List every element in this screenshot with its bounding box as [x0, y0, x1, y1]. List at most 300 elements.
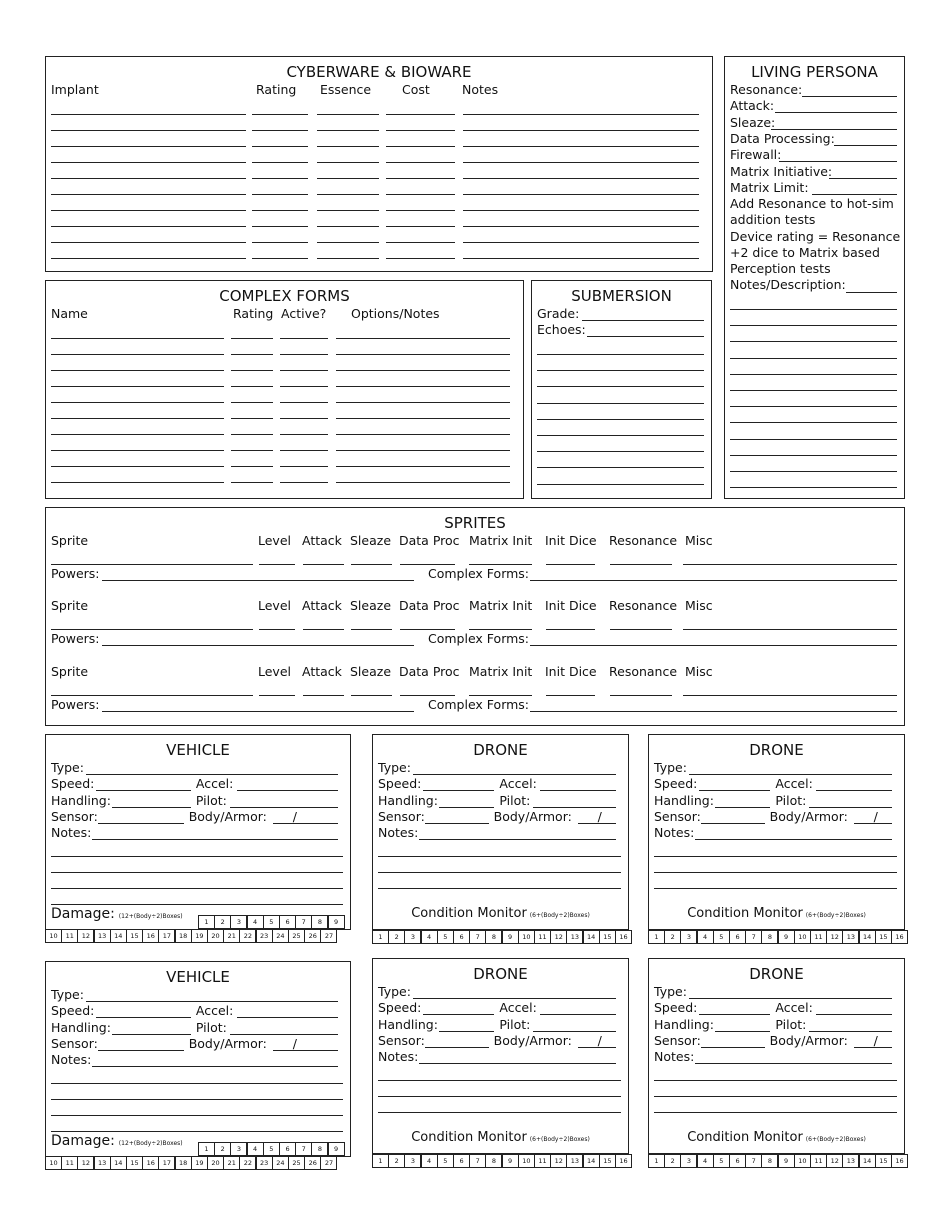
damage-box[interactable]: 17	[158, 1156, 175, 1170]
damage-box[interactable]: 8	[311, 915, 328, 929]
vehicle-notes-line[interactable]	[51, 1083, 343, 1084]
drone-speed-field[interactable]	[423, 1014, 494, 1015]
damage-box[interactable]: 26	[304, 1156, 321, 1170]
vehicle-notes-line[interactable]	[51, 856, 343, 857]
damage-box[interactable]: 14	[110, 929, 127, 943]
persona-notes-line[interactable]	[730, 358, 897, 359]
drone-pilot-field[interactable]	[533, 807, 616, 808]
vehicle-accel-field[interactable]	[237, 790, 338, 791]
condition-box[interactable]: 2	[664, 1154, 681, 1168]
sprite-stat-field[interactable]	[303, 695, 344, 696]
complex-form-row-field[interactable]	[231, 354, 273, 355]
condition-box[interactable]: 15	[875, 930, 892, 944]
condition-box[interactable]: 9	[778, 1154, 795, 1168]
sprite-stat-field[interactable]	[546, 629, 595, 630]
drone-notes-line[interactable]	[378, 1096, 621, 1097]
vehicle-notes-line[interactable]	[51, 1115, 343, 1116]
drone-type-field[interactable]	[689, 998, 892, 999]
sprite-stat-field[interactable]	[51, 564, 253, 565]
sprite-powers-field[interactable]	[102, 580, 414, 581]
condition-box[interactable]: 2	[388, 930, 405, 944]
drone-notes-line[interactable]	[654, 888, 897, 889]
cyberware-row-field[interactable]	[317, 194, 379, 195]
cyberware-row-field[interactable]	[386, 242, 455, 243]
complex-form-row-field[interactable]	[336, 370, 510, 371]
vehicle-notes-line[interactable]	[51, 1099, 343, 1100]
drone-handling-field[interactable]	[439, 1031, 494, 1032]
sprite-stat-field[interactable]	[546, 695, 595, 696]
damage-box[interactable]: 1	[198, 915, 215, 929]
drone-speed-field[interactable]	[699, 790, 770, 791]
persona-field-input[interactable]	[829, 178, 897, 179]
condition-box[interactable]: 16	[615, 1154, 632, 1168]
condition-box[interactable]: 8	[761, 1154, 778, 1168]
damage-box[interactable]: 18	[175, 1156, 192, 1170]
sprite-stat-field[interactable]	[469, 695, 532, 696]
condition-box[interactable]: 1	[372, 1154, 389, 1168]
complex-form-row-field[interactable]	[336, 354, 510, 355]
vehicle-handling-field[interactable]	[112, 807, 191, 808]
condition-box[interactable]: 12	[550, 1154, 567, 1168]
cyberware-row-field[interactable]	[386, 178, 455, 179]
condition-box[interactable]: 6	[453, 1154, 470, 1168]
damage-box[interactable]: 2	[214, 1142, 231, 1156]
condition-box[interactable]: 8	[761, 930, 778, 944]
submersion-line[interactable]	[537, 354, 704, 355]
cyberware-row-field[interactable]	[463, 226, 699, 227]
complex-form-row-field[interactable]	[280, 450, 328, 451]
sprite-stat-field[interactable]	[610, 629, 672, 630]
cyberware-row-field[interactable]	[463, 162, 699, 163]
drone-notes-field[interactable]	[695, 1063, 892, 1064]
sprite-stat-field[interactable]	[351, 629, 392, 630]
condition-box[interactable]: 6	[453, 930, 470, 944]
drone-pilot-field[interactable]	[809, 1031, 892, 1032]
sprite-stat-field[interactable]	[400, 629, 455, 630]
persona-notes-line[interactable]	[730, 487, 897, 488]
damage-box[interactable]: 27	[320, 929, 337, 943]
cyberware-row-field[interactable]	[252, 210, 308, 211]
drone-accel-field[interactable]	[816, 1014, 892, 1015]
drone-notes-field[interactable]	[695, 839, 892, 840]
sprite-stat-field[interactable]	[610, 695, 672, 696]
damage-box[interactable]: 7	[295, 915, 312, 929]
damage-box[interactable]: 16	[142, 929, 159, 943]
damage-box[interactable]: 24	[272, 1156, 289, 1170]
damage-box[interactable]: 10	[45, 929, 62, 943]
condition-box[interactable]: 13	[566, 1154, 583, 1168]
sprite-stat-field[interactable]	[259, 695, 295, 696]
condition-box[interactable]: 5	[713, 1154, 730, 1168]
drone-pilot-field[interactable]	[533, 1031, 616, 1032]
complex-form-row-field[interactable]	[51, 402, 224, 403]
sprite-stat-field[interactable]	[469, 629, 532, 630]
drone-notes-line[interactable]	[654, 1112, 897, 1113]
condition-box[interactable]: 14	[583, 1154, 600, 1168]
cyberware-row-field[interactable]	[51, 162, 246, 163]
cyberware-row-field[interactable]	[386, 226, 455, 227]
condition-box[interactable]: 12	[826, 1154, 843, 1168]
damage-box[interactable]: 21	[223, 929, 240, 943]
persona-notes-line[interactable]	[730, 374, 897, 375]
damage-box[interactable]: 16	[142, 1156, 159, 1170]
condition-box[interactable]: 9	[778, 930, 795, 944]
complex-form-row-field[interactable]	[280, 418, 328, 419]
condition-box[interactable]: 13	[566, 930, 583, 944]
drone-notes-line[interactable]	[378, 1080, 621, 1081]
condition-box[interactable]: 4	[697, 930, 714, 944]
complex-form-row-field[interactable]	[51, 386, 224, 387]
vehicle-pilot-field[interactable]	[230, 1034, 338, 1035]
complex-form-row-field[interactable]	[231, 418, 273, 419]
persona-notes-line[interactable]	[730, 471, 897, 472]
condition-box[interactable]: 14	[859, 930, 876, 944]
complex-form-row-field[interactable]	[336, 418, 510, 419]
condition-box[interactable]: 10	[518, 1154, 535, 1168]
cyberware-row-field[interactable]	[51, 194, 246, 195]
cyberware-row-field[interactable]	[252, 194, 308, 195]
cyberware-row-field[interactable]	[51, 146, 246, 147]
condition-box[interactable]: 10	[518, 930, 535, 944]
damage-box[interactable]: 3	[230, 1142, 247, 1156]
condition-box[interactable]: 12	[550, 930, 567, 944]
drone-sensor-field[interactable]	[701, 823, 765, 824]
complex-form-row-field[interactable]	[231, 466, 273, 467]
complex-form-row-field[interactable]	[280, 354, 328, 355]
cyberware-row-field[interactable]	[463, 146, 699, 147]
complex-form-row-field[interactable]	[336, 402, 510, 403]
complex-form-row-field[interactable]	[231, 370, 273, 371]
sprite-powers-field[interactable]	[102, 711, 414, 712]
vehicle-notes-line[interactable]	[51, 872, 343, 873]
persona-notes-line[interactable]	[730, 439, 897, 440]
damage-box[interactable]: 11	[61, 1156, 78, 1170]
damage-box[interactable]: 23	[256, 929, 273, 943]
sprite-stat-field[interactable]	[400, 564, 455, 565]
damage-box[interactable]: 18	[175, 929, 192, 943]
cyberware-row-field[interactable]	[252, 162, 308, 163]
condition-box[interactable]: 8	[485, 930, 502, 944]
vehicle-type-field[interactable]	[86, 1001, 338, 1002]
persona-notes-line[interactable]	[730, 455, 897, 456]
damage-box[interactable]: 17	[158, 929, 175, 943]
condition-box[interactable]: 7	[469, 1154, 486, 1168]
condition-box[interactable]: 15	[599, 1154, 616, 1168]
cyberware-row-field[interactable]	[317, 226, 379, 227]
complex-form-row-field[interactable]	[336, 450, 510, 451]
cyberware-row-field[interactable]	[463, 258, 699, 259]
sprite-stat-field[interactable]	[683, 695, 897, 696]
cyberware-row-field[interactable]	[51, 226, 246, 227]
cyberware-row-field[interactable]	[317, 210, 379, 211]
sprite-stat-field[interactable]	[259, 629, 295, 630]
sprite-complex-forms-field[interactable]	[530, 645, 897, 646]
condition-box[interactable]: 4	[697, 1154, 714, 1168]
cyberware-row-field[interactable]	[317, 242, 379, 243]
complex-form-row-field[interactable]	[51, 354, 224, 355]
complex-form-row-field[interactable]	[280, 466, 328, 467]
cyberware-row-field[interactable]	[317, 146, 379, 147]
cyberware-row-field[interactable]	[252, 178, 308, 179]
persona-notes-line[interactable]	[730, 422, 897, 423]
condition-box[interactable]: 7	[745, 1154, 762, 1168]
damage-box[interactable]: 5	[263, 1142, 280, 1156]
sprite-stat-field[interactable]	[351, 695, 392, 696]
condition-box[interactable]: 12	[826, 930, 843, 944]
vehicle-pilot-field[interactable]	[230, 807, 338, 808]
condition-box[interactable]: 10	[794, 930, 811, 944]
cyberware-row-field[interactable]	[386, 146, 455, 147]
drone-accel-field[interactable]	[540, 1014, 616, 1015]
complex-form-row-field[interactable]	[280, 338, 328, 339]
sprite-stat-field[interactable]	[546, 564, 595, 565]
drone-sensor-field[interactable]	[701, 1047, 765, 1048]
condition-box[interactable]: 13	[842, 930, 859, 944]
damage-box[interactable]: 22	[239, 1156, 256, 1170]
damage-box[interactable]: 13	[94, 1156, 111, 1170]
sprite-stat-field[interactable]	[610, 564, 672, 565]
damage-box[interactable]: 20	[207, 929, 224, 943]
drone-type-field[interactable]	[413, 998, 616, 999]
condition-box[interactable]: 8	[485, 1154, 502, 1168]
sprite-stat-field[interactable]	[469, 564, 532, 565]
persona-field-input[interactable]	[775, 112, 897, 113]
damage-box[interactable]: 3	[230, 915, 247, 929]
persona-field-input[interactable]	[779, 161, 897, 162]
damage-box[interactable]: 8	[311, 1142, 328, 1156]
submersion-line[interactable]	[537, 435, 704, 436]
cyberware-row-field[interactable]	[51, 258, 246, 259]
damage-box[interactable]: 6	[279, 915, 296, 929]
complex-form-row-field[interactable]	[51, 466, 224, 467]
damage-box[interactable]: 6	[279, 1142, 296, 1156]
condition-box[interactable]: 2	[388, 1154, 405, 1168]
cyberware-row-field[interactable]	[386, 258, 455, 259]
sprite-stat-field[interactable]	[259, 564, 295, 565]
complex-form-row-field[interactable]	[280, 482, 328, 483]
echoes-field[interactable]	[587, 336, 704, 337]
condition-box[interactable]: 7	[745, 930, 762, 944]
complex-form-row-field[interactable]	[231, 434, 273, 435]
damage-box[interactable]: 2	[214, 915, 231, 929]
drone-notes-line[interactable]	[654, 1080, 897, 1081]
condition-box[interactable]: 2	[664, 930, 681, 944]
drone-pilot-field[interactable]	[809, 807, 892, 808]
condition-box[interactable]: 3	[680, 930, 697, 944]
condition-box[interactable]: 6	[729, 930, 746, 944]
damage-box[interactable]: 15	[126, 929, 143, 943]
cyberware-row-field[interactable]	[317, 178, 379, 179]
submersion-line[interactable]	[537, 403, 704, 404]
damage-box[interactable]: 4	[247, 915, 264, 929]
damage-box[interactable]: 22	[239, 929, 256, 943]
damage-box[interactable]: 5	[263, 915, 280, 929]
cyberware-row-field[interactable]	[386, 162, 455, 163]
cyberware-row-field[interactable]	[317, 162, 379, 163]
persona-notes-line[interactable]	[730, 390, 897, 391]
complex-form-row-field[interactable]	[51, 338, 224, 339]
damage-box[interactable]: 25	[288, 1156, 305, 1170]
complex-form-row-field[interactable]	[51, 450, 224, 451]
cyberware-row-field[interactable]	[317, 130, 379, 131]
cyberware-row-field[interactable]	[51, 130, 246, 131]
drone-notes-line[interactable]	[378, 1112, 621, 1113]
drone-handling-field[interactable]	[715, 807, 770, 808]
condition-box[interactable]: 11	[534, 930, 551, 944]
cyberware-row-field[interactable]	[463, 130, 699, 131]
condition-box[interactable]: 16	[891, 930, 908, 944]
grade-field[interactable]	[582, 320, 704, 321]
submersion-line[interactable]	[537, 484, 704, 485]
condition-box[interactable]: 7	[469, 930, 486, 944]
condition-box[interactable]: 4	[421, 930, 438, 944]
complex-form-row-field[interactable]	[231, 386, 273, 387]
drone-type-field[interactable]	[689, 774, 892, 775]
complex-form-row-field[interactable]	[231, 482, 273, 483]
cyberware-row-field[interactable]	[51, 210, 246, 211]
condition-box[interactable]: 9	[502, 1154, 519, 1168]
drone-type-field[interactable]	[413, 774, 616, 775]
sprite-powers-field[interactable]	[102, 645, 414, 646]
persona-notes-line[interactable]	[730, 341, 897, 342]
condition-box[interactable]: 3	[404, 930, 421, 944]
drone-notes-field[interactable]	[419, 839, 616, 840]
submersion-line[interactable]	[537, 419, 704, 420]
vehicle-handling-field[interactable]	[112, 1034, 191, 1035]
cyberware-row-field[interactable]	[252, 226, 308, 227]
damage-box[interactable]: 23	[256, 1156, 273, 1170]
condition-box[interactable]: 14	[583, 930, 600, 944]
condition-box[interactable]: 11	[810, 930, 827, 944]
cyberware-row-field[interactable]	[51, 178, 246, 179]
drone-notes-line[interactable]	[654, 1096, 897, 1097]
damage-box[interactable]: 20	[207, 1156, 224, 1170]
cyberware-row-field[interactable]	[386, 194, 455, 195]
condition-box[interactable]: 13	[842, 1154, 859, 1168]
persona-notes-field[interactable]	[846, 292, 897, 293]
condition-box[interactable]: 5	[713, 930, 730, 944]
condition-box[interactable]: 11	[534, 1154, 551, 1168]
complex-form-row-field[interactable]	[280, 402, 328, 403]
drone-notes-line[interactable]	[378, 888, 621, 889]
sprite-stat-field[interactable]	[51, 695, 253, 696]
sprite-stat-field[interactable]	[683, 564, 897, 565]
drone-accel-field[interactable]	[540, 790, 616, 791]
cyberware-row-field[interactable]	[252, 146, 308, 147]
complex-form-row-field[interactable]	[336, 482, 510, 483]
cyberware-row-field[interactable]	[252, 114, 308, 115]
cyberware-row-field[interactable]	[51, 242, 246, 243]
cyberware-row-field[interactable]	[317, 114, 379, 115]
submersion-line[interactable]	[537, 451, 704, 452]
condition-box[interactable]: 14	[859, 1154, 876, 1168]
drone-notes-field[interactable]	[419, 1063, 616, 1064]
damage-box[interactable]: 13	[94, 929, 111, 943]
drone-handling-field[interactable]	[439, 807, 494, 808]
sprite-stat-field[interactable]	[303, 629, 344, 630]
damage-box[interactable]: 15	[126, 1156, 143, 1170]
sprite-stat-field[interactable]	[303, 564, 344, 565]
cyberware-row-field[interactable]	[51, 114, 246, 115]
damage-box[interactable]: 4	[247, 1142, 264, 1156]
vehicle-notes-line[interactable]	[51, 888, 343, 889]
vehicle-sensor-field[interactable]	[98, 1050, 184, 1051]
drone-handling-field[interactable]	[715, 1031, 770, 1032]
condition-box[interactable]: 9	[502, 930, 519, 944]
submersion-line[interactable]	[537, 467, 704, 468]
sprite-stat-field[interactable]	[351, 564, 392, 565]
complex-form-row-field[interactable]	[280, 386, 328, 387]
condition-box[interactable]: 16	[891, 1154, 908, 1168]
damage-box[interactable]: 19	[191, 929, 208, 943]
submersion-line[interactable]	[537, 370, 704, 371]
drone-notes-line[interactable]	[378, 872, 621, 873]
drone-sensor-field[interactable]	[425, 823, 489, 824]
complex-form-row-field[interactable]	[336, 434, 510, 435]
cyberware-row-field[interactable]	[386, 114, 455, 115]
vehicle-body-armor-field[interactable]	[273, 1050, 338, 1051]
vehicle-accel-field[interactable]	[237, 1017, 338, 1018]
complex-form-row-field[interactable]	[336, 386, 510, 387]
damage-box[interactable]: 24	[272, 929, 289, 943]
complex-form-row-field[interactable]	[336, 338, 510, 339]
condition-box[interactable]: 6	[729, 1154, 746, 1168]
sprite-stat-field[interactable]	[683, 629, 897, 630]
drone-accel-field[interactable]	[816, 790, 892, 791]
persona-field-input[interactable]	[812, 194, 897, 195]
condition-box[interactable]: 5	[437, 1154, 454, 1168]
damage-box[interactable]: 9	[328, 915, 345, 929]
cyberware-row-field[interactable]	[463, 114, 699, 115]
complex-form-row-field[interactable]	[231, 402, 273, 403]
condition-box[interactable]: 1	[372, 930, 389, 944]
damage-box[interactable]: 11	[61, 929, 78, 943]
cyberware-row-field[interactable]	[252, 258, 308, 259]
persona-field-input[interactable]	[771, 129, 897, 130]
cyberware-row-field[interactable]	[463, 210, 699, 211]
damage-box[interactable]: 1	[198, 1142, 215, 1156]
damage-box[interactable]: 12	[77, 1156, 94, 1170]
complex-form-row-field[interactable]	[51, 434, 224, 435]
condition-box[interactable]: 11	[810, 1154, 827, 1168]
vehicle-notes-field[interactable]	[92, 1066, 338, 1067]
complex-form-row-field[interactable]	[231, 338, 273, 339]
damage-box[interactable]: 12	[77, 929, 94, 943]
complex-form-row-field[interactable]	[280, 434, 328, 435]
vehicle-body-armor-field[interactable]	[273, 823, 338, 824]
drone-speed-field[interactable]	[423, 790, 494, 791]
sprite-complex-forms-field[interactable]	[530, 580, 897, 581]
complex-form-row-field[interactable]	[51, 370, 224, 371]
cyberware-row-field[interactable]	[252, 130, 308, 131]
persona-notes-line[interactable]	[730, 406, 897, 407]
persona-notes-line[interactable]	[730, 325, 897, 326]
damage-box[interactable]: 21	[223, 1156, 240, 1170]
damage-box[interactable]: 14	[110, 1156, 127, 1170]
sprite-stat-field[interactable]	[400, 695, 455, 696]
drone-notes-line[interactable]	[378, 856, 621, 857]
vehicle-speed-field[interactable]	[96, 790, 191, 791]
condition-box[interactable]: 1	[648, 930, 665, 944]
cyberware-row-field[interactable]	[252, 242, 308, 243]
damage-box[interactable]: 7	[295, 1142, 312, 1156]
cyberware-row-field[interactable]	[463, 194, 699, 195]
damage-box[interactable]: 26	[304, 929, 321, 943]
submersion-line[interactable]	[537, 386, 704, 387]
drone-sensor-field[interactable]	[425, 1047, 489, 1048]
cyberware-row-field[interactable]	[463, 242, 699, 243]
complex-form-row-field[interactable]	[51, 482, 224, 483]
